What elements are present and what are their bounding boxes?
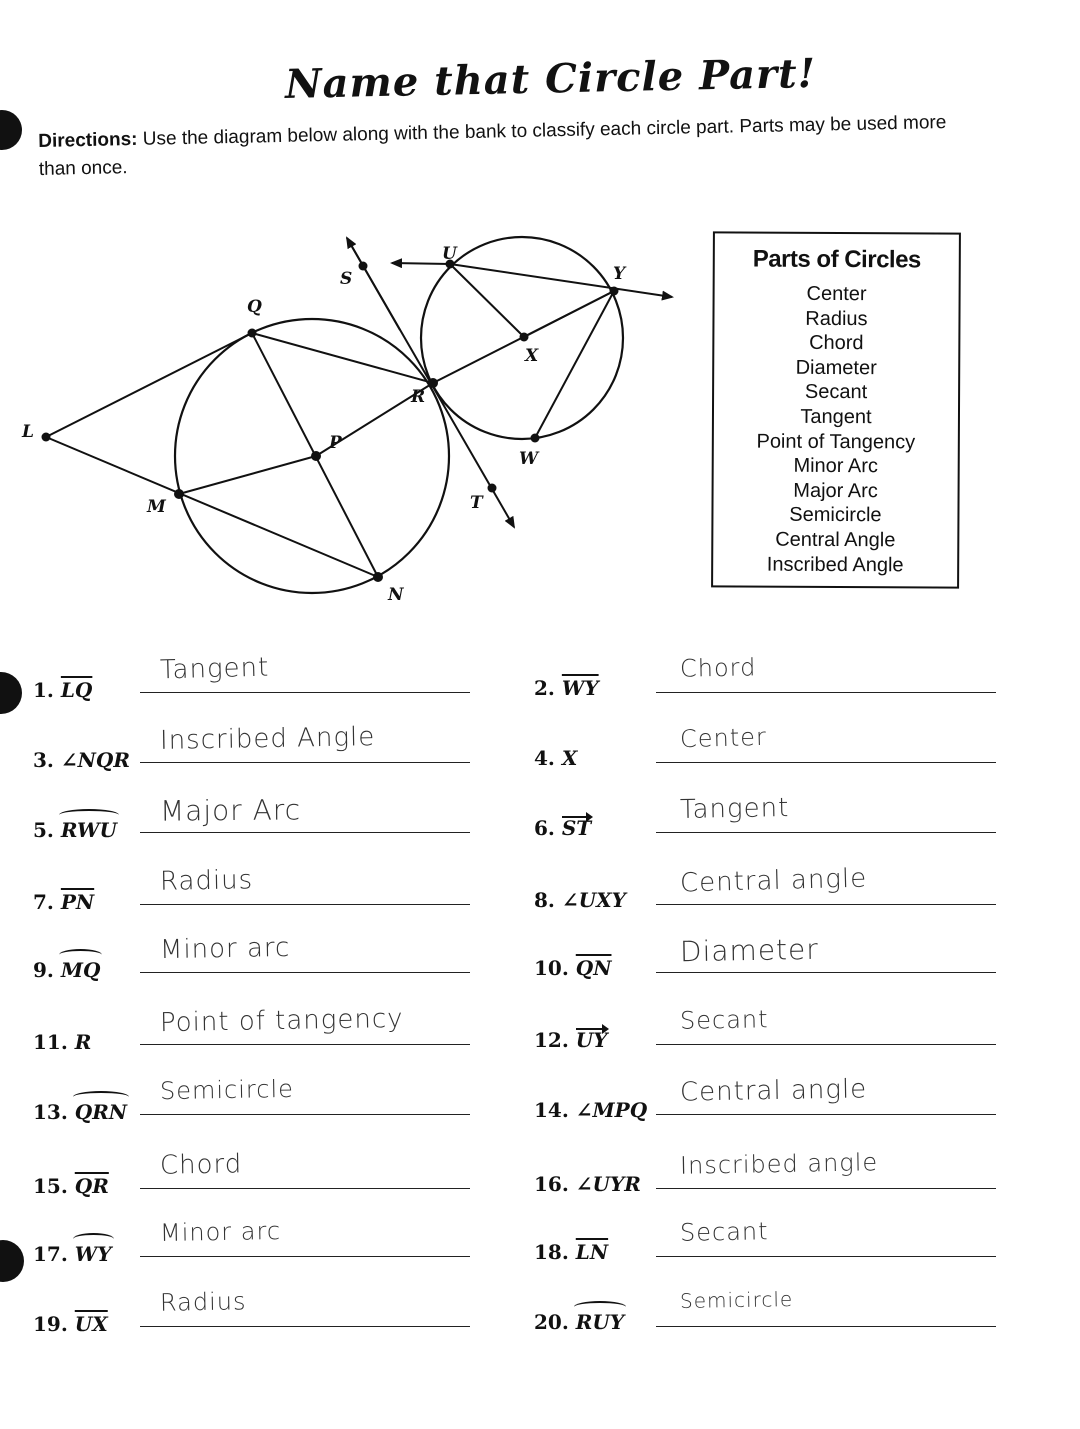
diagram-points bbox=[42, 260, 619, 583]
question-7-label bbox=[33, 890, 94, 914]
radius-pm bbox=[179, 456, 316, 494]
question-symbol: $\overline{WY}$ bbox=[561, 676, 599, 700]
question-11-answer[interactable]: Point of tangency bbox=[159, 1003, 404, 1039]
question-symbol: UY bbox=[575, 1028, 608, 1052]
question-9-answer[interactable]: Minor arc bbox=[159, 932, 291, 966]
question-number: 15. bbox=[33, 1174, 68, 1198]
question-8-answer[interactable]: Central angle bbox=[679, 863, 868, 899]
answer-line bbox=[140, 1256, 470, 1257]
bank-item-inscribed-angle: Inscribed Angle bbox=[766, 553, 904, 576]
question-5-label bbox=[33, 818, 117, 842]
question-20-answer[interactable]: Semicircle bbox=[679, 1287, 794, 1313]
question-number: 11. bbox=[33, 1030, 68, 1054]
bank-item-minor-arc: Minor Arc bbox=[793, 454, 878, 478]
directions-text: Use the diagram below along with the bank to classify each circle part. Parts may be used more than once. bbox=[38, 111, 947, 180]
question-symbol: UYR bbox=[592, 1172, 641, 1196]
label-p: P bbox=[329, 433, 342, 453]
question-17-answer[interactable]: Minor arc bbox=[159, 1216, 282, 1248]
question-15-answer[interactable]: Chord bbox=[159, 1149, 243, 1181]
bank-item-diameter: Diameter bbox=[795, 356, 877, 379]
directions-label: Directions: bbox=[38, 128, 138, 152]
point-s bbox=[359, 262, 368, 271]
bank-item-center: Center bbox=[806, 282, 867, 306]
answer-line bbox=[140, 692, 470, 693]
question-20-label bbox=[534, 1310, 624, 1334]
question-3-answer[interactable]: Inscribed Angle bbox=[159, 722, 376, 756]
question-symbol: $\overline{LQ}$ bbox=[60, 678, 93, 702]
answer-line bbox=[140, 832, 470, 833]
point-p bbox=[311, 451, 321, 461]
question-symbol: MPQ bbox=[592, 1098, 648, 1122]
answer-line bbox=[140, 972, 470, 973]
label-m: M bbox=[147, 497, 166, 517]
question-number: 10. bbox=[534, 956, 569, 980]
point-l bbox=[42, 433, 51, 442]
question-3-label bbox=[33, 748, 130, 772]
answer-line bbox=[140, 1188, 470, 1189]
question-14-label bbox=[534, 1098, 647, 1122]
question-4-answer[interactable]: Center bbox=[679, 722, 768, 754]
question-symbol: ST bbox=[561, 816, 592, 840]
answer-line bbox=[656, 972, 996, 973]
answer-line bbox=[140, 1044, 470, 1045]
question-13-answer[interactable]: Semicircle bbox=[159, 1074, 295, 1106]
question-symbol: WY bbox=[74, 1242, 112, 1266]
point-w bbox=[531, 434, 540, 443]
angle-symbol: ∠ bbox=[575, 1172, 593, 1196]
point-x bbox=[520, 333, 529, 342]
bank-item-radius: Radius bbox=[805, 307, 868, 330]
question-14-answer[interactable]: Central angle bbox=[679, 1074, 868, 1108]
question-5-answer[interactable]: Major Arc bbox=[159, 793, 302, 828]
question-symbol: R bbox=[74, 1030, 92, 1054]
label-r: R bbox=[411, 387, 426, 407]
question-6-label bbox=[534, 816, 591, 840]
angle-symbol: ∠ bbox=[60, 748, 78, 772]
question-number: 14. bbox=[534, 1098, 569, 1122]
answer-line bbox=[656, 762, 996, 763]
binder-hole-bottom bbox=[0, 1240, 24, 1282]
label-n: N bbox=[388, 585, 404, 605]
point-m bbox=[174, 489, 184, 499]
question-number: 19. bbox=[33, 1312, 68, 1336]
question-12-label bbox=[534, 1028, 607, 1052]
question-number: 18. bbox=[534, 1240, 569, 1264]
question-number: 20. bbox=[534, 1310, 569, 1334]
question-12-answer[interactable]: Secant bbox=[679, 1005, 769, 1035]
question-symbol: $\overline{UX}$ bbox=[74, 1312, 108, 1336]
question-number: 16. bbox=[534, 1172, 569, 1196]
question-1-answer[interactable]: Tangent bbox=[159, 652, 270, 686]
answer-line bbox=[656, 1114, 996, 1115]
question-2-label bbox=[534, 676, 599, 700]
question-symbol: NQR bbox=[77, 748, 130, 772]
question-symbol: $\overline{QN}$ bbox=[575, 956, 612, 980]
label-t: T bbox=[470, 493, 483, 513]
question-symbol: RUY bbox=[575, 1310, 625, 1334]
answer-line bbox=[656, 1256, 996, 1257]
question-7-answer[interactable]: Radius bbox=[159, 865, 254, 897]
question-10-answer[interactable]: Diameter bbox=[679, 932, 819, 969]
label-y: Y bbox=[613, 264, 626, 284]
question-number: 12. bbox=[534, 1028, 569, 1052]
question-19-answer[interactable]: Radius bbox=[159, 1287, 247, 1317]
question-number: 5. bbox=[33, 818, 54, 842]
answer-line bbox=[656, 832, 996, 833]
question-number: 6. bbox=[534, 816, 555, 840]
question-11-label bbox=[33, 1030, 91, 1054]
question-9-label bbox=[33, 958, 100, 982]
question-4-label bbox=[534, 746, 577, 770]
question-15-label bbox=[33, 1174, 109, 1198]
label-x: X bbox=[525, 346, 539, 366]
question-number: 3. bbox=[33, 748, 54, 772]
question-18-label bbox=[534, 1240, 608, 1264]
question-13-label bbox=[33, 1100, 127, 1124]
label-s: S bbox=[340, 269, 353, 289]
tangent-st-back bbox=[347, 238, 400, 330]
point-r bbox=[428, 378, 438, 388]
answer-line bbox=[140, 1326, 470, 1327]
question-2-answer[interactable]: Chord bbox=[679, 653, 757, 683]
question-symbol: $\overline{QR}$ bbox=[74, 1174, 109, 1198]
point-t bbox=[488, 484, 497, 493]
answer-line bbox=[656, 1044, 996, 1045]
question-number: 8. bbox=[534, 888, 555, 912]
bank-item-major-arc: Major Arc bbox=[793, 479, 878, 502]
question-number: 9. bbox=[33, 958, 54, 982]
question-number: 13. bbox=[33, 1100, 68, 1124]
parts-of-circles-bank bbox=[711, 231, 961, 588]
angle-symbol: ∠ bbox=[575, 1098, 593, 1122]
question-symbol: X bbox=[561, 746, 578, 770]
question-symbol: MQ bbox=[60, 958, 101, 982]
label-w: W bbox=[519, 449, 539, 469]
question-number: 17. bbox=[33, 1242, 68, 1266]
question-symbol: RWU bbox=[60, 818, 117, 842]
question-16-label bbox=[534, 1172, 641, 1196]
answer-line bbox=[140, 904, 470, 905]
worksheet-title: Name that Circle Part! bbox=[284, 49, 817, 109]
bank-item-point-of-tangency: Point of Tangency bbox=[756, 430, 916, 453]
binder-hole-top bbox=[0, 110, 22, 150]
question-17-label bbox=[33, 1242, 112, 1266]
question-19-label bbox=[33, 1312, 108, 1336]
question-8-label bbox=[534, 888, 626, 912]
question-symbol: UXY bbox=[578, 888, 626, 912]
angle-symbol: ∠ bbox=[561, 888, 579, 912]
bank-item-semicircle: Semicircle bbox=[789, 504, 882, 527]
bank-item-tangent: Tangent bbox=[800, 405, 872, 429]
question-18-answer[interactable]: Secant bbox=[679, 1217, 769, 1247]
label-l: L bbox=[22, 422, 34, 442]
radius-ux bbox=[450, 264, 524, 337]
answer-line bbox=[656, 692, 996, 693]
label-q: Q bbox=[247, 297, 262, 317]
point-n bbox=[373, 572, 383, 582]
secant-uy bbox=[450, 264, 672, 297]
point-y bbox=[610, 287, 619, 296]
bank-item-chord: Chord bbox=[809, 332, 864, 355]
secant-ln bbox=[46, 437, 378, 577]
question-symbol: $\overline{PN}$ bbox=[60, 890, 95, 914]
question-number: 1. bbox=[33, 678, 54, 702]
question-6-answer[interactable]: Tangent bbox=[679, 793, 790, 825]
bank-item-central-angle: Central Angle bbox=[775, 528, 896, 552]
answer-line bbox=[140, 1114, 470, 1115]
question-symbol: $\overline{LN}$ bbox=[575, 1240, 609, 1264]
question-10-label bbox=[534, 956, 611, 980]
bank-item-secant: Secant bbox=[804, 381, 868, 404]
circle-diagram bbox=[0, 220, 700, 620]
question-number: 4. bbox=[534, 746, 555, 770]
label-u: U bbox=[442, 244, 457, 264]
question-1-label bbox=[33, 678, 92, 702]
question-symbol: QRN bbox=[74, 1100, 128, 1124]
answer-line bbox=[656, 1326, 996, 1327]
bank-title: Parts of Circles bbox=[752, 245, 921, 274]
directions bbox=[38, 108, 979, 184]
question-number: 7. bbox=[33, 890, 54, 914]
tangent-lq bbox=[46, 333, 252, 437]
question-16-answer[interactable]: Inscribed angle bbox=[679, 1148, 879, 1180]
chord-wy bbox=[535, 291, 614, 438]
point-q bbox=[248, 329, 257, 338]
answer-line bbox=[140, 762, 470, 763]
answer-line bbox=[656, 904, 996, 905]
binder-hole-middle bbox=[0, 672, 22, 714]
question-number: 2. bbox=[534, 676, 555, 700]
answer-line bbox=[656, 1188, 996, 1189]
